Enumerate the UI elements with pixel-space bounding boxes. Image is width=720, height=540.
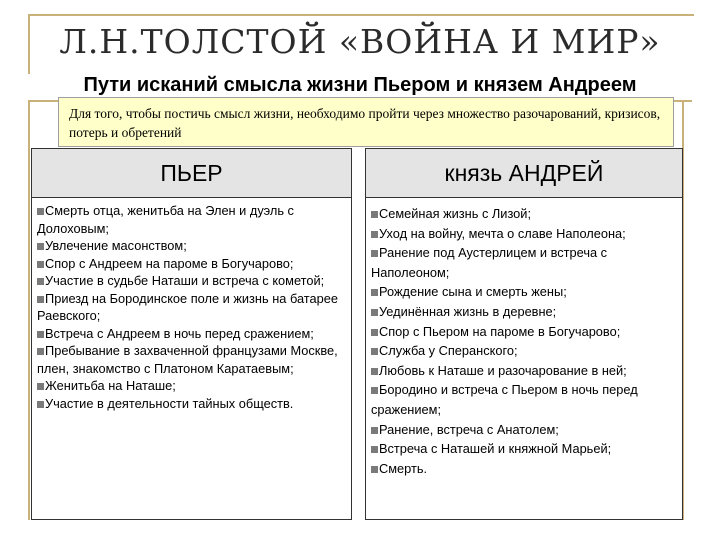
andrei-column: [365, 148, 683, 520]
bullet-icon: [371, 309, 378, 316]
list-item: Приезд на Бородинское поле и жизнь на батарее Раевского;: [37, 290, 338, 323]
page-subtitle: Пути исканий смысла жизни Пьером и князем Андреем: [83, 74, 637, 96]
pierre-heading: ПЬЕР: [32, 149, 351, 198]
andrei-list: [366, 198, 682, 478]
list-item: Служба у Сперанского;: [371, 341, 678, 361]
bullet-icon: [37, 401, 44, 408]
bullet-icon: [37, 331, 44, 338]
list-item: Семейная жизнь с Лизой;: [371, 204, 678, 224]
bullet-icon: [371, 446, 378, 453]
list-item: Участие в деятельности тайных обществ.: [37, 395, 347, 413]
list-item: Бородино и встреча с Пьером в ночь перед сражением;: [371, 382, 638, 417]
bullet-icon: [371, 211, 378, 218]
list-item: Смерть.: [371, 459, 678, 479]
bullet-icon: [371, 289, 378, 296]
list-item: Спор с Андреем на пароме в Богучарово;: [37, 255, 347, 273]
bullet-icon: [371, 427, 378, 434]
list-item: Смерть отца, женитьба на Элен и дуэль с Долоховым;: [37, 203, 294, 236]
list-item: Ранение под Аустерлицем и встреча с Наполеоном;: [371, 245, 608, 280]
bullet-icon: [37, 348, 44, 355]
bullet-icon: [37, 208, 44, 215]
list-item: Рождение сына и смерть жены;: [371, 282, 678, 302]
list-item: Встреча с Наташей и княжной Марьей;: [371, 439, 678, 459]
list-item: Пребывание в захваченной французами Москве, плен, знакомство с Платоном Каратаевым;: [37, 343, 338, 376]
list-item: Увлечение масонством;: [37, 237, 347, 255]
bullet-icon: [37, 383, 44, 390]
pierre-list: [32, 198, 351, 412]
bullet-icon: [37, 296, 44, 303]
bullet-icon: [37, 243, 44, 250]
list-item: Уединённая жизнь в деревне;: [371, 302, 678, 322]
andrei-heading: князь АНДРЕЙ: [366, 149, 682, 198]
bullet-icon: [37, 261, 44, 268]
list-item: Участие в судьбе Наташи и встреча с кометой;: [37, 272, 347, 290]
bullet-icon: [371, 231, 378, 238]
bullet-icon: [371, 329, 378, 336]
list-item: Уход на войну, мечта о славе Наполеона;: [371, 224, 678, 244]
bullet-icon: [371, 368, 378, 375]
bullet-icon: [371, 387, 378, 394]
decorative-line-left: [28, 100, 30, 520]
list-item: Встреча с Андреем в ночь перед сражением;: [37, 325, 347, 343]
list-item: Спор с Пьером на пароме в Богучарово;: [371, 322, 678, 342]
note-box: Для того, чтобы постичь смысл жизни, необходимо пройти через множество разочарований, кризисов, потерь и обретений: [58, 97, 674, 147]
list-item: Женитьба на Наташе;: [37, 377, 347, 395]
list-item: Любовь к Наташе и разочарование в ней;: [371, 361, 678, 381]
page-title: Л.Н.ТОЛСТОЙ «ВОЙНА И МИР»: [59, 22, 661, 61]
list-item: Ранение, встреча с Анатолем;: [371, 420, 678, 440]
bullet-icon: [371, 250, 378, 257]
bullet-icon: [371, 466, 378, 473]
bullet-icon: [37, 278, 44, 285]
pierre-column: [31, 148, 352, 520]
bullet-icon: [371, 348, 378, 355]
